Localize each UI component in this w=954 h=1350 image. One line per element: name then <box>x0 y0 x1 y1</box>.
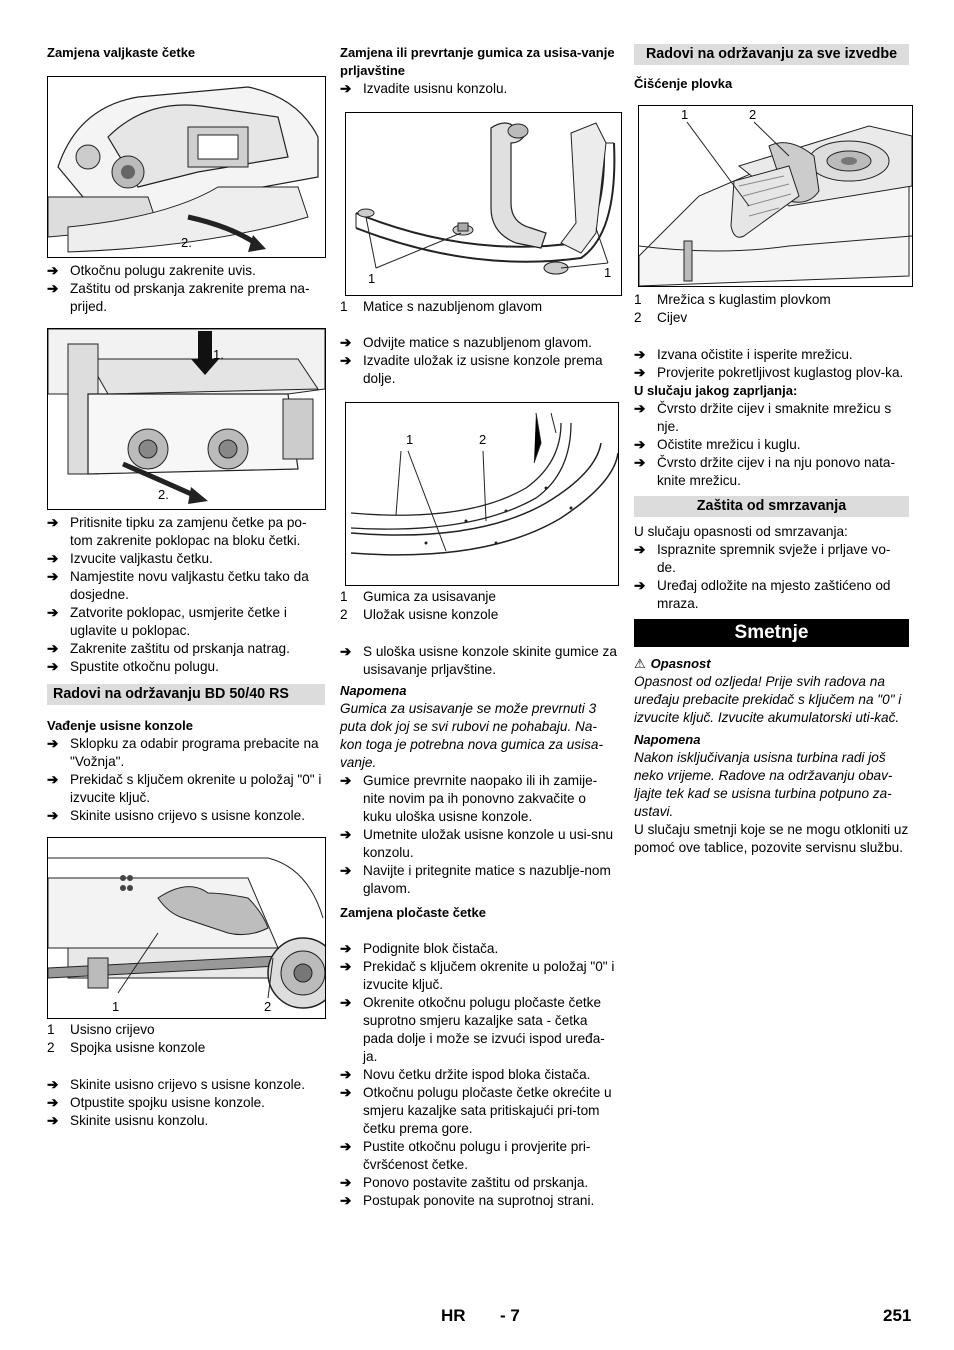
frost-intro: U slučaju opasnosti od smrzavanja: <box>634 524 848 539</box>
step-item: ➔ Umetnite uložak usisne konzole u usi-snu konzolu. <box>340 827 614 860</box>
note-text: Gumica za usisavanje se može prevrnuti 3 puta dok joj se svi rubovi ne pohabaju. Na-kon toga je potrebna nova gumica za usisa-vanje. <box>340 701 603 770</box>
step-item: ➔ Izvadite uložak iz usisne konzole prema dolje. <box>340 353 603 386</box>
footer-page-number: 251 <box>883 1306 912 1325</box>
section-heading-all-models: Radovi na održavanju za sve izvedbe <box>634 44 909 65</box>
footer-language: HR <box>441 1306 466 1325</box>
steps-turn-lips <box>340 772 618 898</box>
figure-squeegee-nuts <box>345 112 622 296</box>
step-item: ➔ Zaštitu od prskanja zakrenite prema na-prijed. <box>47 281 310 314</box>
step-item: ➔ Izvadite usisnu konzolu. <box>340 81 508 96</box>
note-title: Napomena <box>340 683 407 698</box>
arrow-right-icon: ➔ <box>634 401 646 416</box>
step-item: ➔ Prekidač s ključem okrenite u položaj "0" i izvucite ključ. <box>47 772 322 805</box>
arrow-right-icon: ➔ <box>634 455 646 470</box>
arrow-right-icon: ➔ <box>634 365 646 380</box>
figure-label-2: 2 <box>479 432 487 447</box>
legend-item: 1 Matice s nazubljenom glavom <box>340 299 543 314</box>
illustration-hose <box>48 838 325 1018</box>
step-item: ➔ Namjestite novu valjkastu četku tako da dosjedne. <box>47 569 309 602</box>
legend-item: 1 Gumica za usisavanje <box>340 589 496 604</box>
legend-lips <box>340 588 618 624</box>
step-item: ➔ Ispraznite spremnik svježe i prljave vo-de. <box>634 542 891 575</box>
legend-item: 1 Usisno crijevo <box>47 1022 155 1037</box>
arrow-right-icon: ➔ <box>340 1067 352 1082</box>
step-item: ➔ Odvijte matice s nazubljenom glavom. <box>340 335 592 350</box>
arrow-right-icon: ➔ <box>47 1113 59 1128</box>
arrow-right-icon: ➔ <box>340 827 352 842</box>
arrow-right-icon: ➔ <box>340 1175 352 1190</box>
steps-console-off <box>47 1076 325 1130</box>
step-item: ➔ Pritisnite tipku za zamjenu četke pa po-tom zakrenite poklopac na bloku četki. <box>47 515 307 548</box>
danger-title: Opasnost <box>650 656 711 671</box>
arrow-right-icon: ➔ <box>340 335 352 350</box>
figure-label-1: 1. <box>213 347 224 362</box>
warning-icon: ⚠ <box>634 656 646 671</box>
step-item: ➔ Okrenite otkočnu polugu pločaste četke suprotno smjeru kazaljke sata - četka pada dolje i može se izvući ispod uređa-ja. <box>340 995 605 1064</box>
illustration-squeegee <box>346 113 621 295</box>
arrow-right-icon: ➔ <box>47 736 59 751</box>
step-item: ➔ Skinite usisno crijevo s usisne konzole. <box>47 808 305 823</box>
figure-label-2: 2 <box>264 999 272 1014</box>
step-item: ➔ Izvucite valjkastu četku. <box>47 551 213 566</box>
column-1 <box>47 44 325 1130</box>
step-item: ➔ Zatvorite poklopac, usmjerite četke i uglavite u poklopac. <box>47 605 287 638</box>
figure-label-1: 1 <box>368 271 376 286</box>
step-item: ➔ Novu četku držite ispod bloka čistača. <box>340 1067 591 1082</box>
step-item: ➔ Prekidač s ključem okrenite u položaj "0" i izvucite ključ. <box>340 959 615 992</box>
figure-label-1: 1 <box>681 107 689 122</box>
figure-squeegee-lips <box>345 402 619 586</box>
legend-float <box>634 291 909 327</box>
note-text: Nakon isključivanja usisna turbina radi još neko vrijeme. Radove na održavanju obav-ljajte tek kad se usisna turbina potpuno za-ustavi. <box>634 750 893 819</box>
arrow-right-icon: ➔ <box>47 263 59 278</box>
danger-title-row <box>634 655 909 673</box>
step-item: ➔ Podignite blok čistača. <box>340 941 499 956</box>
step-item: ➔ Čvrsto držite cijev i na nju ponovo nata-knite mrežicu. <box>634 455 896 488</box>
figure-brush-cover <box>47 328 326 510</box>
arrow-right-icon: ➔ <box>340 1139 352 1154</box>
arrow-right-icon: ➔ <box>340 995 352 1010</box>
steps-disc-brush <box>340 940 618 1210</box>
arrow-right-icon: ➔ <box>340 81 352 96</box>
column-3 <box>634 44 909 857</box>
arrow-right-icon: ➔ <box>47 772 59 787</box>
arrow-right-icon: ➔ <box>47 551 59 566</box>
title-float-cleaning: Čišćenje plovka <box>634 76 733 91</box>
figure-label-2: 2. <box>158 487 169 502</box>
step-item: ➔ Postupak ponovite na suprotnoj strani. <box>340 1193 595 1208</box>
arrow-right-icon: ➔ <box>634 578 646 593</box>
figure-label-1: 1 <box>604 265 612 280</box>
legend-item: 1 Mrežica s kuglastim plovkom <box>634 292 831 307</box>
arrow-right-icon: ➔ <box>634 542 646 557</box>
arrow-right-icon: ➔ <box>340 773 352 788</box>
figure-label-1: 1 <box>112 999 120 1014</box>
note-block <box>634 731 909 821</box>
step-item: ➔ Otkočnu polugu pločaste četke okrećite u smjeru kazaljke sata pritiskajući pri-tom četku prema gore. <box>340 1085 612 1136</box>
step-item: ➔ Skinite usisnu konzolu. <box>47 1113 209 1128</box>
arrow-right-icon: ➔ <box>47 569 59 584</box>
section-heading-bd5040: Radovi na održavanju BD 50/40 RS <box>47 684 325 705</box>
title-heavy-soiling: U slučaju jakog zaprljanja: <box>634 383 798 398</box>
figure-label-2: 2. <box>181 235 192 250</box>
steps-lever <box>47 262 325 316</box>
arrow-right-icon: ➔ <box>340 959 352 974</box>
arrow-right-icon: ➔ <box>47 659 59 674</box>
figure-label-1: 1 <box>406 432 414 447</box>
arrow-right-icon: ➔ <box>634 347 646 362</box>
step-item: ➔ Očistite mrežicu i kuglu. <box>634 437 801 452</box>
steps-remove-console <box>47 735 325 825</box>
arrow-right-icon: ➔ <box>47 515 59 530</box>
step-item: ➔ Otkočnu polugu zakrenite uvis. <box>47 263 256 278</box>
section-heading-faults: Smetnje <box>634 619 909 647</box>
column-2 <box>340 44 618 1210</box>
step-item: ➔ Otpustite spojku usisne konzole. <box>47 1095 265 1110</box>
arrow-right-icon: ➔ <box>47 1095 59 1110</box>
footer-section-page: - 7 <box>500 1306 520 1325</box>
title-roller-brush: Zamjena valjkaste četke <box>47 45 196 60</box>
danger-block <box>634 655 909 727</box>
step-item: ➔ Zakrenite zaštitu od prskanja natrag. <box>47 641 290 656</box>
figure-float <box>638 105 913 287</box>
step-item: ➔ S uloška usisne konzole skinite gumice za usisavanje prljavštine. <box>340 644 617 677</box>
step-item: ➔ Sklopku za odabir programa prebacite na "Vožnja". <box>47 736 319 769</box>
steps-float <box>634 346 909 382</box>
steps-frost <box>634 541 909 613</box>
step-item: ➔ Ponovo postavite zaštitu od prskanja. <box>340 1175 589 1190</box>
arrow-right-icon: ➔ <box>47 641 59 656</box>
steps-remove-lips <box>340 643 618 679</box>
section-heading-frost: Zaštita od smrzavanja <box>634 496 909 517</box>
step-item: ➔ Provjerite pokretljivost kuglastog plov-ka. <box>634 365 904 380</box>
legend-item: 2 Uložak usisne konzole <box>340 607 499 622</box>
legend-item: 2 Spojka usisne konzole <box>47 1040 206 1055</box>
step-item: ➔ Čvrsto držite cijev i smaknite mrežicu s nje. <box>634 401 892 434</box>
arrow-right-icon: ➔ <box>47 281 59 296</box>
title-disc-brush: Zamjena pločaste četke <box>340 905 486 920</box>
figure-roller-brush-lever <box>47 76 326 258</box>
arrow-right-icon: ➔ <box>634 437 646 452</box>
step-item: ➔ Spustite otkočnu polugu. <box>47 659 219 674</box>
arrow-right-icon: ➔ <box>47 605 59 620</box>
arrow-right-icon: ➔ <box>340 941 352 956</box>
illustration-cover <box>48 329 325 509</box>
step-item: ➔ Navijte i pritegnite matice s nazublje-nom glavom. <box>340 863 611 896</box>
step-item: ➔ Izvana očistite i isperite mrežicu. <box>634 347 853 362</box>
legend-hose <box>47 1021 325 1057</box>
arrow-right-icon: ➔ <box>47 808 59 823</box>
figure-label-2: 2 <box>749 107 757 122</box>
arrow-right-icon: ➔ <box>340 1085 352 1100</box>
title-squeegee: Zamjena ili prevrtanje gumica za usisa-vanje prljavštine <box>340 45 615 78</box>
steps-heavy-soiling <box>634 400 909 490</box>
closing-text: U slučaju smetnji koje se ne mogu otkloniti uz pomoć ove tablice, pozovite servisnu službu. <box>634 822 909 855</box>
steps-nuts <box>340 334 618 388</box>
arrow-right-icon: ➔ <box>340 644 352 659</box>
danger-text: Opasnost od ozljeda! Prije svih radova na uređaju prebacite prekidač s ključem na "0" i izvucite ključ. Izvucite akumulatorski uti-kač. <box>634 674 902 725</box>
illustration-lever <box>48 77 325 257</box>
note-title: Napomena <box>634 732 701 747</box>
arrow-right-icon: ➔ <box>340 1193 352 1208</box>
step-item: ➔ Pustite otkočnu polugu i provjerite pri-čvršćenost četke. <box>340 1139 591 1172</box>
step-item: ➔ Skinite usisno crijevo s usisne konzole. <box>47 1077 305 1092</box>
arrow-right-icon: ➔ <box>340 863 352 878</box>
legend-nuts <box>340 298 618 316</box>
steps-brush-change <box>47 514 325 676</box>
arrow-right-icon: ➔ <box>47 1077 59 1092</box>
illustration-float <box>639 106 912 286</box>
title-remove-console: Vađenje usisne konzole <box>47 718 193 733</box>
step-item: ➔ Gumice prevrnite naopako ili ih zamije-nite novim pa ih ponovno zakvačite o kuku uloška usisne konzole. <box>340 773 598 824</box>
legend-item: 2 Cijev <box>634 310 688 325</box>
figure-suction-hose <box>47 837 326 1019</box>
step-item: ➔ Uređaj odložite na mjesto zaštićeno od mraza. <box>634 578 891 611</box>
arrow-right-icon: ➔ <box>340 353 352 368</box>
